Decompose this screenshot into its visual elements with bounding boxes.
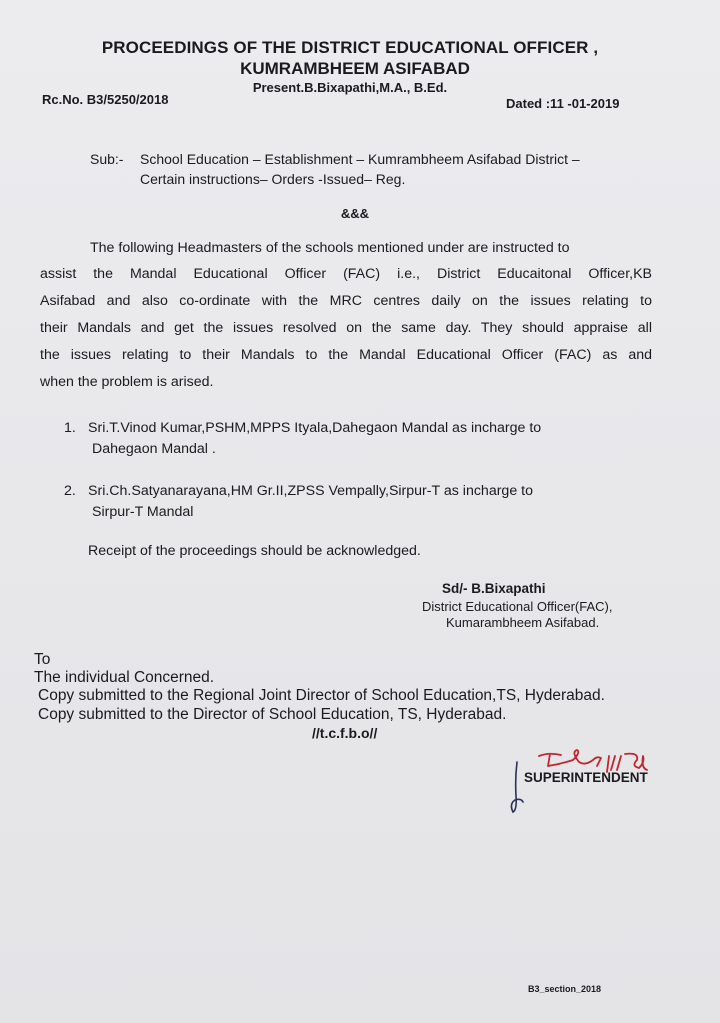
recipient: The individual Concerned. [34,669,215,686]
body-line-5: the issues relating to their Mandals to the Mandal Educational Officer (FAC) as and [40,347,652,363]
copy-to-2: Copy submitted to the Director of School Education, TS, Hyderabad. [38,706,507,723]
separator: &&& [340,206,370,221]
body-line-3: Asifabad and also co-ordinate with the MRC centres daily on the issues relating to [40,293,652,309]
body-line-2: assist the Mandal Educational Officer (FAC) i.e., District Educaitonal Officer,KB [40,266,652,282]
date: Dated :11 -01-2019 [506,96,620,111]
superintendent-title: SUPERINTENDENT [524,770,648,785]
copy-to-1: Copy submitted to the Regional Joint Director of School Education,TS, Hyderabad. [38,687,605,704]
present-officer: Present.B.Bixapathi,M.A., B.Ed. [252,80,448,95]
item-1-line-2: Dahegaon Mandal . [92,441,216,457]
item-2-number: 2. [64,483,76,499]
receipt-note: Receipt of the proceedings should be acknowledged. [88,543,421,559]
item-1-line-1: Sri.T.Vinod Kumar,PSHM,MPPS Ityala,Dahegaon Mandal as incharge to [88,420,542,436]
signatory-name: Sd/- B.Bixapathi [442,581,546,596]
subject-line-1: School Education – Establishment – Kumrambheem Asifabad District – [140,151,580,167]
item-2-line-1: Sri.Ch.Satyanarayana,HM Gr.II,ZPSS Vempally,Sirpur-T as incharge to [88,483,533,499]
signatory-place: Kumarambheem Asifabad. [446,615,600,630]
body-line-6: when the problem is arised. [40,374,214,390]
signatory-designation: District Educational Officer(FAC), [422,599,613,614]
reference-number: Rc.No. B3/5250/2018 [42,92,169,107]
subject-line-2: Certain instructions– Orders -Issued– Reg. [140,171,406,187]
footer-code: B3_section_2018 [528,984,602,994]
subject-label: Sub:- [90,151,124,167]
item-2-line-2: Sirpur-T Mandal [92,504,194,520]
to-label: To [34,651,51,668]
typist-initials: //t.c.f.b.o// [312,725,378,741]
body-line-1: The following Headmasters of the schools mentioned under are instructed to [90,240,570,256]
title-line-1: PROCEEDINGS OF THE DISTRICT EDUCATIONAL OFFICER , [101,38,599,57]
body-line-4: their Mandals and get the issues resolved on the same day. They should appraise all [40,320,652,336]
title-line-2: KUMRAMBHEEM ASIFABAD [240,59,470,78]
item-1-number: 1. [64,420,76,436]
